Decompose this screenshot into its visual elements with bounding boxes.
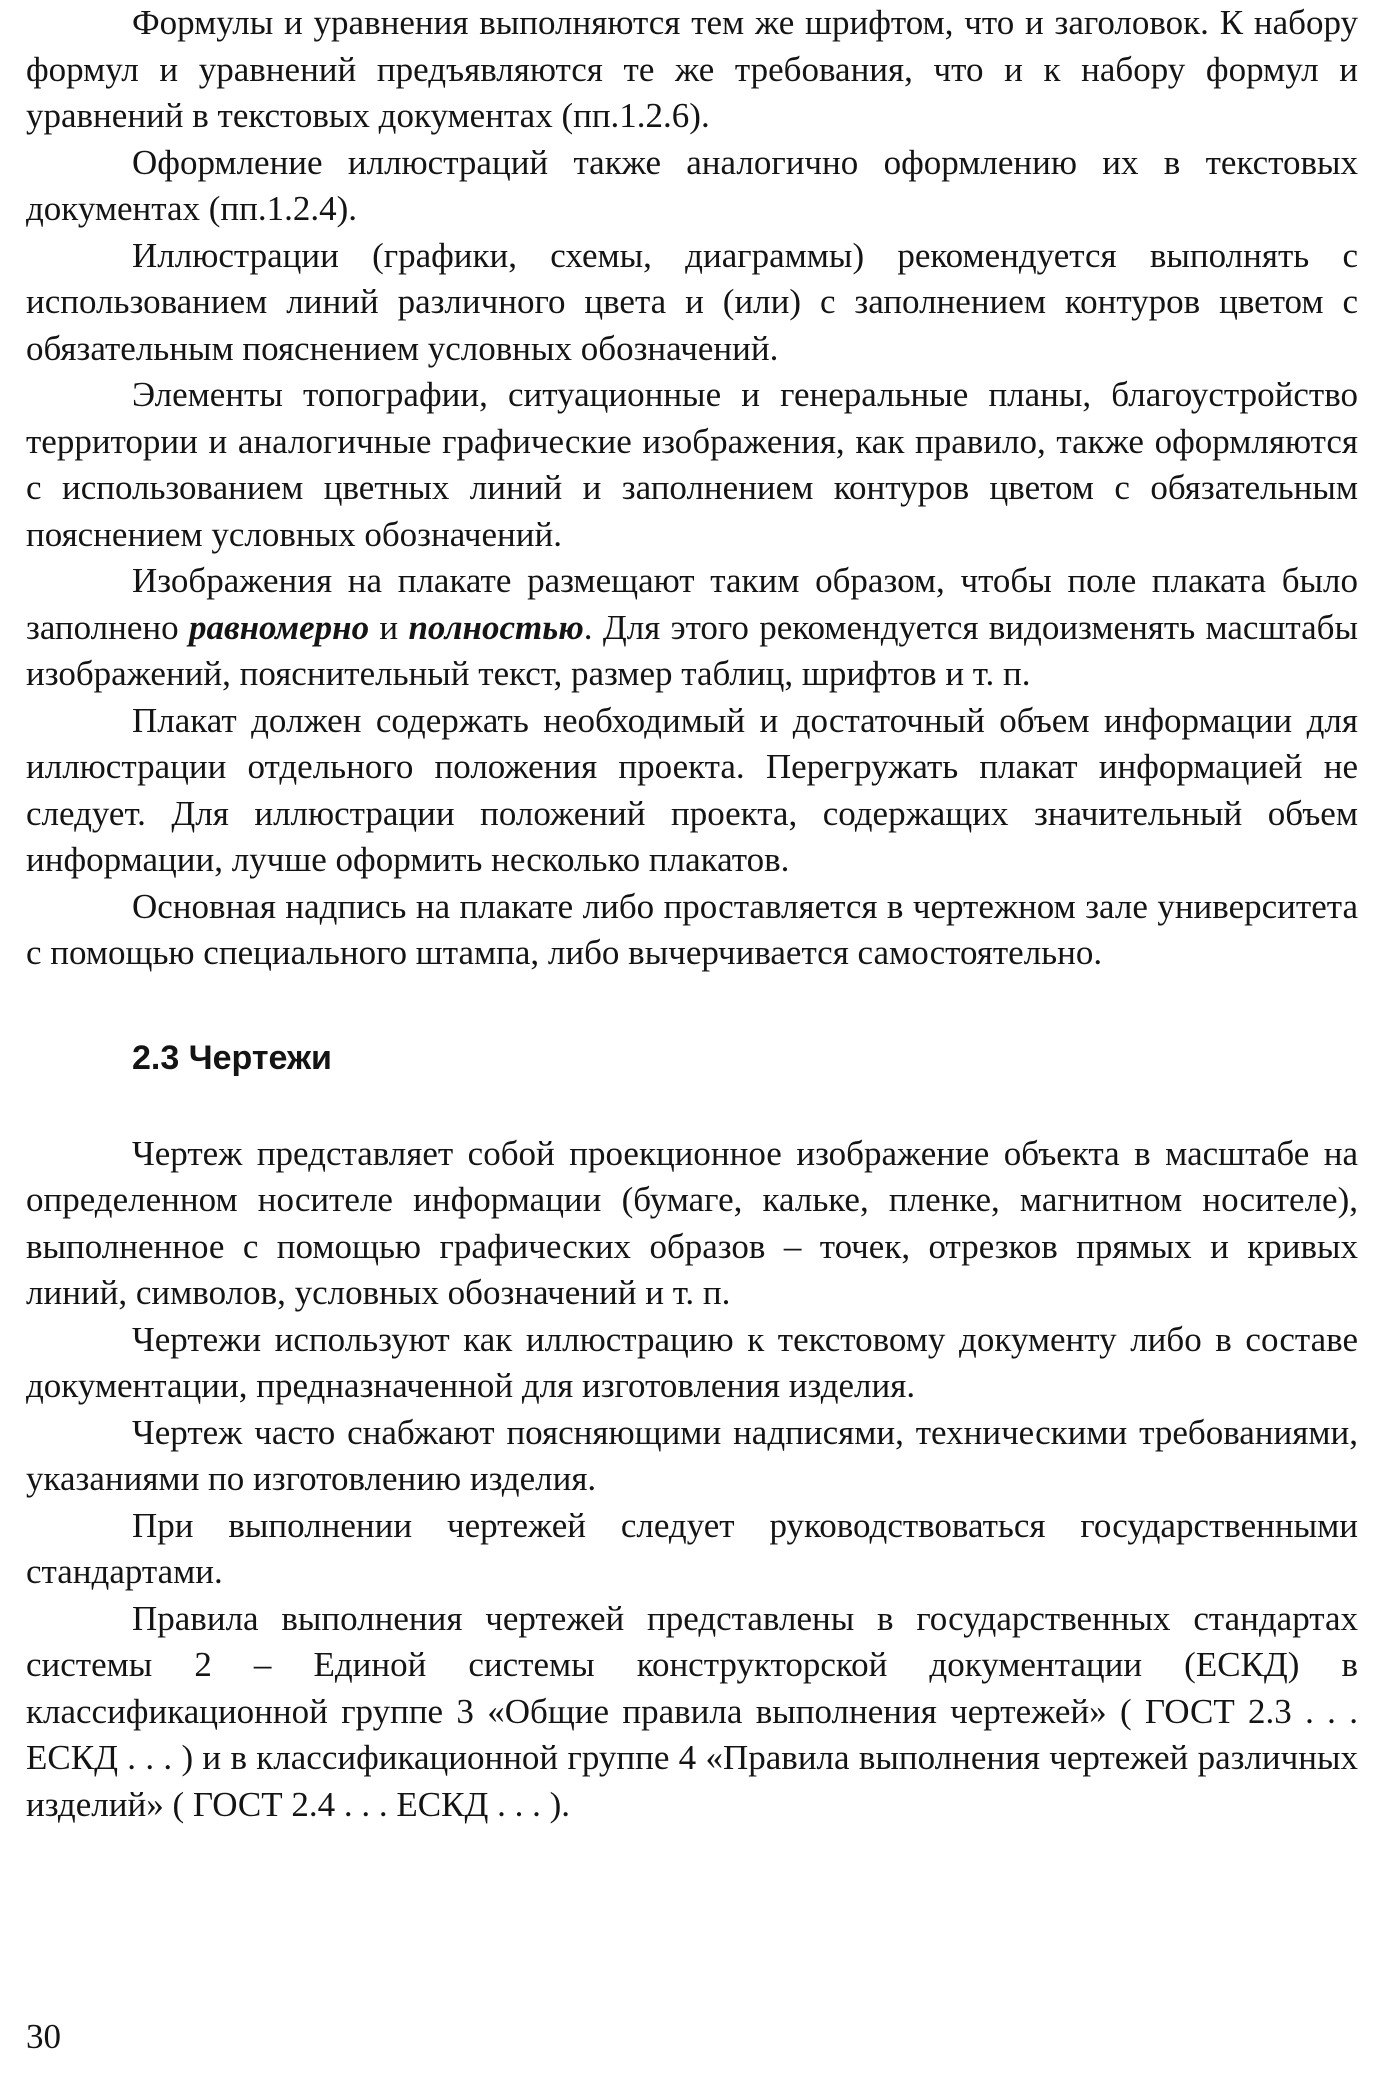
document-page	[26, 0, 1358, 1828]
section-heading: 2.3 Чертежи	[132, 1038, 332, 1077]
paragraph-drawing-annotations: Чертеж часто снабжают поясняющими надписями, техническими требованиями, указаниями по изготовлению изделия.	[26, 1412, 1358, 1498]
paragraph-standards: При выполнении чертежей следует руководствоваться государственными стандартами.	[26, 1505, 1358, 1591]
paragraph-title-block: Основная надпись на плакате либо проставляется в чертежном зале университета с помощью специального штампа, либо вычерчивается самостоятельно.	[26, 886, 1358, 972]
poster-layout-text-before: Изображения на плакате размещают таким образом, чтобы поле плаката было заполнено	[26, 561, 1358, 647]
paragraph-poster-content: Плакат должен содержать необходимый и достаточный объем информации для иллюстрации отдельного положения проекта. Перегружать плакат информацией не следует. Для иллюстрации положений проекта, содержащих значительный объем информации, лучше оформить несколько плакатов.	[26, 700, 1358, 879]
poster-layout-text-after: . Для этого рекомендуется видоизменять масштабы изображений, пояснительный текст, размер таблиц, шрифтов и т. п.	[26, 607, 1358, 693]
paragraph-topography: Элементы топографии, ситуационные и генеральные планы, благоустройство территории и аналогичные графические изображения, как правило, также оформляются с использованием цветных линий и заполнением контуров цветом с обязательным пояснением условных обозначений.	[26, 375, 1358, 554]
paragraph-illustrations-design: Оформление иллюстраций также аналогично оформлению их в текстовых документах (пп.1.2.4).	[26, 142, 1358, 228]
emphasis-fully: полностью	[408, 607, 584, 647]
paragraph-illustrations-colors: Иллюстрации (графики, схемы, диаграммы) рекомендуется выполнять с использованием линий различного цвета и (или) с заполнением контуров цветом с обязательным пояснением условных обозначений.	[26, 235, 1358, 368]
paragraph-drawing-definition: Чертеж представляет собой проекционное изображение объекта в масштабе на определенном носителе информации (бумаге, кальке, пленке, магнитном носителе), выполненное с помощью графических образов – точек, отрезков прямых и кривых линий, символов, условных обозначений и т. п.	[26, 1133, 1358, 1312]
emphasis-evenly: равномерно	[188, 607, 370, 647]
paragraph-poster-layout	[26, 558, 1358, 698]
paragraph-drawing-usage: Чертежи используют как иллюстрацию к текстовому документу либо в составе документации, предназначенной для изготовления изделия.	[26, 1319, 1358, 1405]
paragraph-formulas: Формулы и уравнения выполняются тем же шрифтом, что и заголовок. К набору формул и уравнений предъявляются те же требования, что и к набору формул и уравнений в текстовых документах (пп.1.2.6).	[26, 3, 1358, 135]
poster-layout-text-middle: и	[369, 607, 409, 647]
paragraph-eskd-rules: Правила выполнения чертежей представлены в государственных стандартах системы 2 – Единой системы конструкторской документации (ЕСКД) в классификационной группе 3 «Общие правила выполнения чертежей» ( ГОСТ 2.3 . . . ЕСКД . . . ) и в классификационной группе 4 «Правила выполнения чертежей различных изделий» ( ГОСТ 2.4 . . . ЕСКД . . . ).	[26, 1598, 1358, 1824]
page-number: 30	[26, 2017, 61, 2056]
